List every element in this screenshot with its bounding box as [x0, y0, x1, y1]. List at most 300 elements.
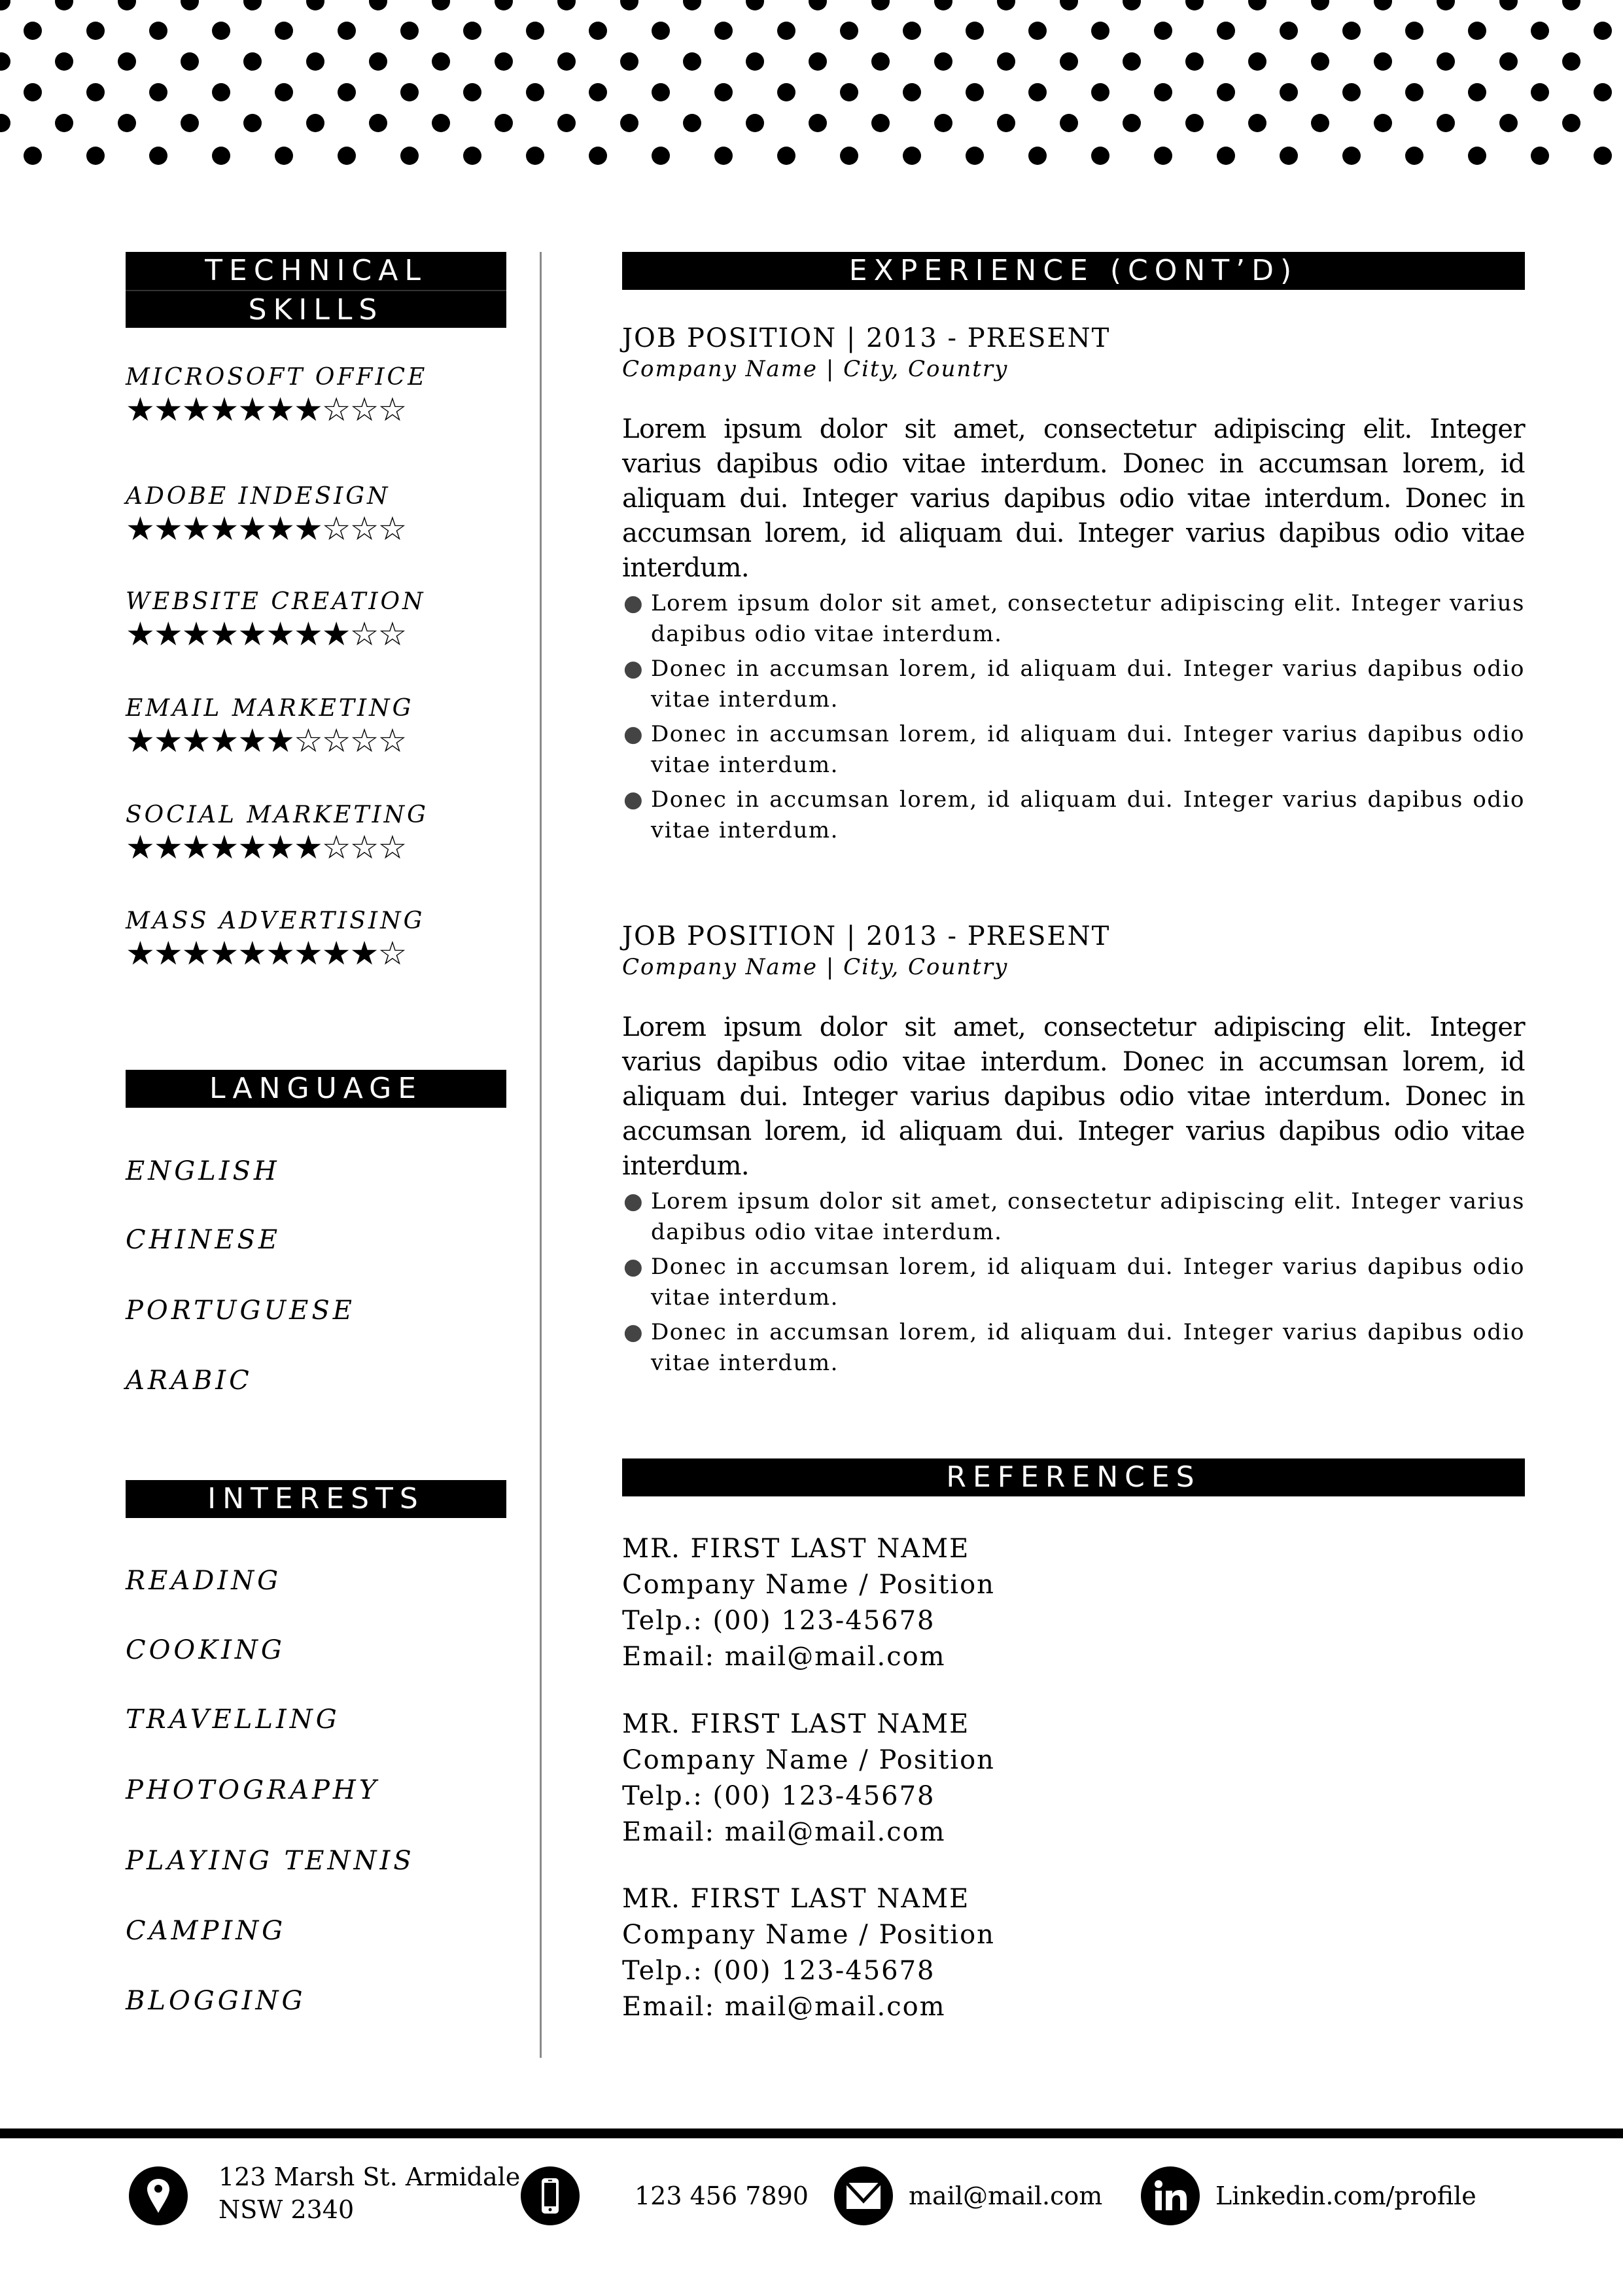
job-bullet-text: Donec in accumsan lorem, id aliquam dui. Integer varius dapibus odio vitae interdum.	[651, 1319, 1525, 1376]
job-entry	[622, 322, 1525, 850]
job-bullet-text: Donec in accumsan lorem, id aliquam dui. Integer varius dapibus odio vitae interdum.	[651, 656, 1525, 713]
polka-dot	[463, 147, 481, 165]
polka-dot	[903, 22, 921, 40]
job-company: Company Name | City, Country	[622, 356, 1009, 382]
star-filled-icon: ★	[209, 615, 238, 653]
job-bullet	[623, 1186, 1525, 1248]
polka-dot	[620, 114, 638, 132]
polka-dot	[212, 147, 230, 165]
star-filled-icon: ★	[293, 615, 322, 653]
polka-dot	[1248, 52, 1266, 71]
polka-dot	[1123, 0, 1141, 10]
address-line1: 123 Marsh St. Armidale	[218, 2163, 521, 2191]
polka-dot	[746, 0, 764, 10]
contact-email	[834, 2166, 1102, 2226]
polka-dot	[1468, 147, 1486, 165]
star-filled-icon: ★	[266, 934, 294, 972]
job-description: Lorem ipsum dolor sit amet, consectetur adipiscing elit. Integer varius dapibus odio vitae interdum. Donec in accumsan lorem, id aliquam dui. Integer varius dapibus odio vitae interdum. Donec in accumsan lorem, id aliquam dui. Integer varius dapibus odio vitae interdum.	[622, 414, 1525, 583]
star-empty-icon: ☆	[321, 828, 350, 866]
polka-dot	[306, 0, 324, 10]
polka-dot	[0, 52, 10, 71]
polka-dot	[557, 0, 576, 10]
polka-dot	[243, 52, 262, 71]
job-bullet-text: Donec in accumsan lorem, id aliquam dui. Integer varius dapibus odio vitae interdum.	[651, 786, 1525, 843]
skill-item	[126, 907, 425, 971]
technical-skills-title-line2: SKILLS	[126, 290, 506, 328]
reference-entry	[622, 1706, 995, 1850]
polka-dot	[86, 147, 105, 165]
star-empty-icon: ☆	[321, 391, 350, 429]
reference-email[interactable]: Email: mail@mail.com	[622, 1992, 946, 2022]
job-bullet-text: Lorem ipsum dolor sit amet, consectetur adipiscing elit. Integer varius dapibus odio vitae interdum.	[651, 1188, 1525, 1245]
polka-dot	[1091, 83, 1109, 101]
polka-dot	[275, 22, 293, 40]
star-filled-icon: ★	[321, 615, 350, 653]
skill-item	[126, 482, 406, 546]
reference-email[interactable]: Email: mail@mail.com	[622, 1642, 946, 1672]
polka-dot	[1154, 147, 1172, 165]
polka-dot	[589, 83, 607, 101]
reference-company: Company Name / Position	[622, 1745, 995, 1775]
polka-dot	[1405, 83, 1423, 101]
polka-dot	[777, 147, 795, 165]
polka-dot	[620, 52, 638, 71]
polka-dot	[997, 114, 1015, 132]
polka-dot	[86, 83, 105, 101]
job-bullet-text: Donec in accumsan lorem, id aliquam dui. Integer varius dapibus odio vitae interdum.	[651, 1254, 1525, 1311]
polka-dot	[1405, 147, 1423, 165]
skill-rating	[126, 392, 427, 427]
star-filled-icon: ★	[181, 722, 210, 760]
polka-dot	[1280, 147, 1298, 165]
polka-dot	[1123, 114, 1141, 132]
star-empty-icon: ☆	[377, 722, 406, 760]
polka-dot	[243, 114, 262, 132]
polka-dot	[306, 114, 324, 132]
polka-dot	[683, 0, 701, 10]
polka-dot	[1060, 52, 1078, 71]
polka-dot	[714, 22, 733, 40]
interest-item: COOKING	[126, 1635, 285, 1665]
polka-dot	[1091, 22, 1109, 40]
polka-dot	[338, 83, 356, 101]
polka-dot	[0, 114, 10, 132]
polka-dot	[149, 147, 167, 165]
reference-phone: Telp.: (00) 123-45678	[622, 1781, 935, 1811]
star-filled-icon: ★	[266, 510, 294, 548]
polka-dot	[1217, 22, 1235, 40]
polka-dot	[432, 0, 450, 10]
polka-dot	[1280, 22, 1298, 40]
address-line2: NSW 2340	[218, 2195, 355, 2224]
skill-rating	[126, 936, 425, 971]
polka-dot	[903, 83, 921, 101]
polka-dot	[495, 114, 513, 132]
mobile-phone-icon	[521, 2166, 580, 2225]
polka-dot	[1531, 147, 1549, 165]
skill-name: ADOBE INDESIGN	[126, 483, 391, 510]
star-filled-icon: ★	[181, 615, 210, 653]
star-filled-icon: ★	[321, 934, 350, 972]
polka-dot	[1499, 52, 1518, 71]
star-empty-icon: ☆	[377, 391, 406, 429]
polka-dot	[840, 147, 858, 165]
polka-dot	[683, 114, 701, 132]
star-filled-icon: ★	[153, 510, 182, 548]
skill-rating	[126, 511, 406, 546]
star-filled-icon: ★	[293, 510, 322, 548]
reference-email[interactable]: Email: mail@mail.com	[622, 1817, 946, 1847]
polka-dot	[400, 147, 419, 165]
polka-dot	[243, 0, 262, 10]
polka-dot	[714, 147, 733, 165]
polka-dot	[369, 52, 387, 71]
star-filled-icon: ★	[266, 615, 294, 653]
polka-dot	[557, 52, 576, 71]
skill-name: MASS ADVERTISING	[126, 908, 425, 934]
polka-dot	[809, 0, 827, 10]
polka-dot	[1342, 83, 1361, 101]
polka-dot	[997, 0, 1015, 10]
polka-dot	[1531, 83, 1549, 101]
job-bullet-text: Lorem ipsum dolor sit amet, consectetur adipiscing elit. Integer varius dapibus odio vitae interdum.	[651, 590, 1525, 647]
polka-dot	[1280, 83, 1298, 101]
reference-phone: Telp.: (00) 123-45678	[622, 1956, 935, 1986]
polka-dot	[1123, 52, 1141, 71]
interest-item: BLOGGING	[126, 1986, 306, 2016]
job-bullets	[622, 588, 1525, 846]
polka-dot	[526, 83, 544, 101]
job-description: Lorem ipsum dolor sit amet, consectetur adipiscing elit. Integer varius dapibus odio vitae interdum. Donec in accumsan lorem, id aliquam dui. Integer varius dapibus odio vitae interdum. Donec in accumsan lorem, id aliquam dui. Integer varius dapibus odio vitae interdum.	[622, 1012, 1525, 1181]
location-pin-icon	[129, 2166, 188, 2225]
skill-rating	[126, 830, 428, 865]
star-empty-icon: ☆	[349, 615, 378, 653]
star-empty-icon: ☆	[377, 615, 406, 653]
star-filled-icon: ★	[293, 934, 322, 972]
polka-dot	[934, 0, 952, 10]
polka-dot	[1060, 0, 1078, 10]
polka-dot	[1185, 114, 1204, 132]
interest-item: PHOTOGRAPHY	[126, 1775, 380, 1805]
interest-item: CAMPING	[126, 1916, 287, 1946]
star-empty-icon: ☆	[377, 934, 406, 972]
polka-dot	[24, 22, 42, 40]
star-empty-icon: ☆	[377, 510, 406, 548]
linkedin-icon	[1141, 2166, 1200, 2225]
polka-dot	[181, 0, 199, 10]
star-filled-icon: ★	[266, 828, 294, 866]
polka-dot	[1594, 22, 1612, 40]
contact-phone	[521, 2166, 809, 2226]
polka-dot	[181, 52, 199, 71]
polka-dot	[1437, 0, 1455, 10]
language-item: CHINESE	[126, 1225, 281, 1255]
polka-dot	[746, 52, 764, 71]
polka-dot	[1311, 52, 1329, 71]
polka-dot	[1468, 22, 1486, 40]
bullet-icon: ●	[623, 656, 644, 682]
polka-dot	[55, 114, 73, 132]
polka-dot	[1311, 0, 1329, 10]
polka-dot	[463, 83, 481, 101]
polka-dot	[809, 52, 827, 71]
reference-name: MR. FIRST LAST NAME	[622, 1709, 970, 1739]
polka-dot	[683, 52, 701, 71]
polka-dot	[1028, 83, 1047, 101]
polka-dot	[966, 22, 984, 40]
polka-dot	[86, 22, 105, 40]
star-filled-icon: ★	[209, 722, 238, 760]
linkedin-text[interactable]: Linkedin.com/profile	[1215, 2181, 1476, 2210]
star-filled-icon: ★	[153, 934, 182, 972]
polka-dot	[997, 52, 1015, 71]
job-title: JOB POSITION | 2013 - PRESENT	[622, 323, 1111, 353]
polka-dot	[1468, 83, 1486, 101]
skill-name: WEBSITE CREATION	[126, 588, 426, 615]
polka-dot	[1594, 147, 1612, 165]
contact-linkedin	[1141, 2166, 1476, 2226]
polka-dot	[1311, 114, 1329, 132]
skill-name: SOCIAL MARKETING	[126, 802, 428, 828]
polka-dot	[181, 114, 199, 132]
polka-dot	[1374, 52, 1392, 71]
polka-dot	[1154, 83, 1172, 101]
polka-dot	[526, 147, 544, 165]
star-filled-icon: ★	[126, 391, 154, 429]
polka-dot	[306, 52, 324, 71]
interest-item: PLAYING TENNIS	[126, 1846, 415, 1876]
job-entry	[622, 920, 1525, 1383]
polka-dot	[369, 0, 387, 10]
polka-dot-pattern	[0, 0, 1623, 170]
job-bullet	[623, 719, 1525, 781]
skill-rating	[126, 616, 426, 652]
star-empty-icon: ☆	[321, 510, 350, 548]
star-filled-icon: ★	[293, 828, 322, 866]
star-filled-icon: ★	[153, 391, 182, 429]
star-empty-icon: ☆	[321, 722, 350, 760]
polka-dot	[55, 0, 73, 10]
star-filled-icon: ★	[293, 391, 322, 429]
reference-phone: Telp.: (00) 123-45678	[622, 1606, 935, 1636]
polka-dot	[589, 147, 607, 165]
star-filled-icon: ★	[126, 722, 154, 760]
polka-dot	[1091, 147, 1109, 165]
polka-dot	[400, 22, 419, 40]
polka-dot	[1374, 0, 1392, 10]
polka-dot	[24, 147, 42, 165]
polka-dot	[1562, 0, 1580, 10]
polka-dot	[777, 83, 795, 101]
footer-rule	[0, 2128, 1623, 2138]
polka-dot	[400, 83, 419, 101]
star-filled-icon: ★	[153, 722, 182, 760]
address-text	[218, 2161, 520, 2226]
polka-dot	[714, 83, 733, 101]
polka-dot	[777, 22, 795, 40]
polka-dot	[1060, 114, 1078, 132]
polka-dot	[338, 22, 356, 40]
job-bullet	[623, 588, 1525, 650]
bullet-icon: ●	[623, 590, 644, 616]
polka-dot	[1374, 114, 1392, 132]
job-bullet	[623, 1317, 1525, 1379]
star-filled-icon: ★	[237, 615, 266, 653]
polka-dot	[589, 22, 607, 40]
interests-header: INTERESTS	[126, 1480, 506, 1518]
star-filled-icon: ★	[126, 828, 154, 866]
polka-dot	[1185, 0, 1204, 10]
job-bullet-text: Donec in accumsan lorem, id aliquam dui. Integer varius dapibus odio vitae interdum.	[651, 721, 1525, 778]
polka-dot	[118, 0, 136, 10]
star-empty-icon: ☆	[293, 722, 322, 760]
polka-dot	[149, 22, 167, 40]
reference-company: Company Name / Position	[622, 1570, 995, 1600]
star-filled-icon: ★	[237, 391, 266, 429]
polka-dot	[275, 147, 293, 165]
reference-entry	[622, 1881, 995, 2025]
job-bullet	[623, 1252, 1525, 1313]
bullet-icon: ●	[623, 786, 644, 813]
polka-dot	[871, 52, 890, 71]
polka-dot	[903, 147, 921, 165]
bullet-icon: ●	[623, 721, 644, 747]
polka-dot	[1217, 147, 1235, 165]
star-empty-icon: ☆	[349, 391, 378, 429]
job-bullets	[622, 1186, 1525, 1379]
star-filled-icon: ★	[266, 722, 294, 760]
polka-dot	[652, 83, 670, 101]
star-filled-icon: ★	[209, 391, 238, 429]
polka-dot	[1437, 52, 1455, 71]
polka-dot	[809, 114, 827, 132]
polka-dot	[212, 83, 230, 101]
polka-dot	[1154, 22, 1172, 40]
star-filled-icon: ★	[181, 828, 210, 866]
polka-dot	[1562, 114, 1580, 132]
language-item: ENGLISH	[126, 1156, 280, 1186]
polka-dot	[1028, 147, 1047, 165]
interest-item: TRAVELLING	[126, 1704, 340, 1735]
polka-dot	[620, 0, 638, 10]
star-filled-icon: ★	[237, 934, 266, 972]
star-filled-icon: ★	[209, 934, 238, 972]
skill-item	[126, 801, 428, 865]
star-filled-icon: ★	[126, 615, 154, 653]
polka-dot	[1217, 83, 1235, 101]
star-filled-icon: ★	[237, 722, 266, 760]
column-divider	[540, 252, 542, 2058]
polka-dot	[1562, 52, 1580, 71]
star-filled-icon: ★	[181, 510, 210, 548]
star-filled-icon: ★	[209, 510, 238, 548]
star-filled-icon: ★	[153, 828, 182, 866]
job-bullet	[623, 785, 1525, 846]
star-empty-icon: ☆	[349, 722, 378, 760]
star-filled-icon: ★	[237, 828, 266, 866]
polka-dot	[1499, 114, 1518, 132]
polka-dot	[149, 83, 167, 101]
polka-dot	[1499, 0, 1518, 10]
polka-dot	[1405, 22, 1423, 40]
star-filled-icon: ★	[349, 934, 378, 972]
polka-dot	[338, 147, 356, 165]
star-filled-icon: ★	[126, 934, 154, 972]
contact-address	[129, 2163, 521, 2226]
technical-skills-title-line1: TECHNICAL	[205, 254, 427, 287]
language-item: PORTUGUESE	[126, 1296, 355, 1326]
polka-dot	[840, 22, 858, 40]
reference-company: Company Name / Position	[622, 1920, 995, 1950]
star-filled-icon: ★	[126, 510, 154, 548]
polka-dot	[1531, 22, 1549, 40]
polka-dot	[24, 83, 42, 101]
polka-dot	[275, 83, 293, 101]
references-header: REFERENCES	[622, 1458, 1525, 1496]
polka-dot	[463, 22, 481, 40]
technical-skills-header	[126, 252, 506, 328]
polka-dot	[652, 147, 670, 165]
polka-dot	[118, 114, 136, 132]
skill-rating	[126, 723, 413, 758]
experience-header: EXPERIENCE (CONT’D)	[622, 252, 1525, 290]
polka-dot	[746, 114, 764, 132]
star-filled-icon: ★	[153, 615, 182, 653]
reference-entry	[622, 1531, 995, 1675]
polka-dot	[1185, 52, 1204, 71]
polka-dot	[526, 22, 544, 40]
phone-text[interactable]: 123 456 7890	[635, 2181, 809, 2210]
skill-item	[126, 694, 413, 758]
polka-dot	[495, 0, 513, 10]
reference-name: MR. FIRST LAST NAME	[622, 1884, 970, 1914]
star-empty-icon: ☆	[349, 510, 378, 548]
polka-dot	[369, 114, 387, 132]
reference-name: MR. FIRST LAST NAME	[622, 1534, 970, 1564]
bullet-icon: ●	[623, 1319, 644, 1345]
polka-dot	[871, 0, 890, 10]
polka-dot	[118, 52, 136, 71]
polka-dot	[966, 147, 984, 165]
star-filled-icon: ★	[237, 510, 266, 548]
polka-dot	[1594, 83, 1612, 101]
star-filled-icon: ★	[181, 934, 210, 972]
polka-dot	[1248, 114, 1266, 132]
job-title: JOB POSITION | 2013 - PRESENT	[622, 921, 1111, 951]
polka-dot	[495, 52, 513, 71]
polka-dot	[1342, 22, 1361, 40]
skill-name: MICROSOFT OFFICE	[126, 364, 428, 391]
polka-dot	[840, 83, 858, 101]
polka-dot	[934, 114, 952, 132]
polka-dot	[1248, 0, 1266, 10]
polka-dot	[871, 114, 890, 132]
polka-dot	[1028, 22, 1047, 40]
star-filled-icon: ★	[266, 391, 294, 429]
interest-item: READING	[126, 1566, 282, 1596]
polka-dot	[432, 114, 450, 132]
bullet-icon: ●	[623, 1188, 644, 1214]
skill-name: EMAIL MARKETING	[126, 695, 414, 722]
polka-dot	[432, 52, 450, 71]
language-item: ARABIC	[126, 1366, 253, 1396]
polka-dot	[1437, 114, 1455, 132]
star-empty-icon: ☆	[377, 828, 406, 866]
email-text[interactable]: mail@mail.com	[909, 2181, 1103, 2210]
polka-dot	[0, 0, 10, 10]
skill-item	[126, 363, 427, 427]
star-filled-icon: ★	[181, 391, 210, 429]
